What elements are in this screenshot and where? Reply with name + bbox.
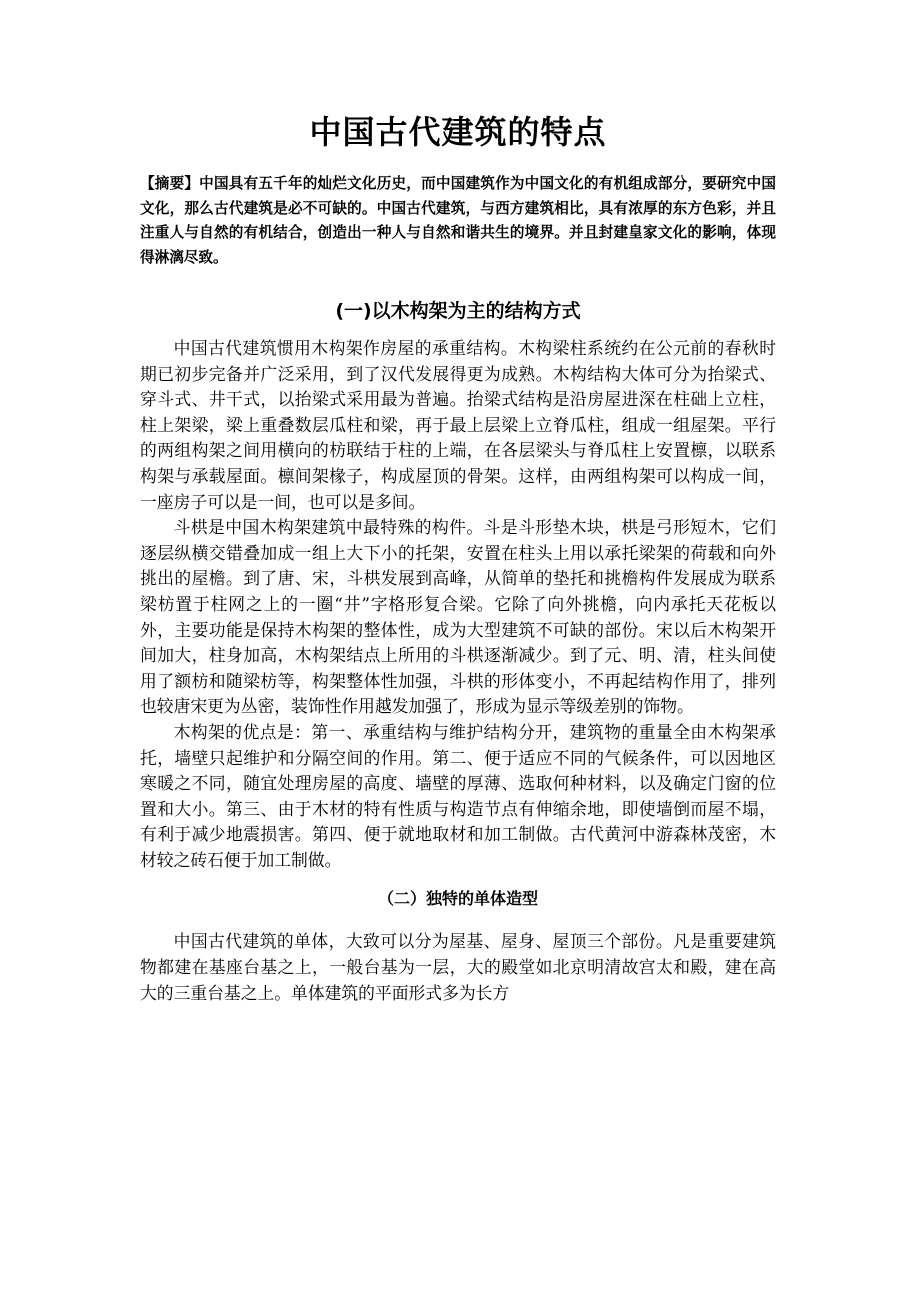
document-page <box>140 110 776 1006</box>
body-paragraph: 中国古代建筑的单体，大致可以分为屋基、屋身、屋顶三个部份。凡是重要建筑物都建在基座台基之上，一般台基为一层，大的殿堂如北京明清故宫太和殿，建在高大的三重台基之上。单体建筑的平面形式多为长方 <box>140 931 776 1003</box>
body-paragraph: 斗栱是中国木构架建筑中最特殊的构件。斗是斗形垫木块，栱是弓形短木，它们逐层纵横交错叠加成一组上大下小的托架，安置在柱头上用以承托梁架的荷载和向外挑出的屋檐。到了唐、宋，斗栱发展到高峰，从简单的垫托和挑檐构件发展成为联系梁枋置于柱网之上的一圈“井”字格形复合梁。它除了向外挑檐，向内承托天花板以外，主要功能是保持木构架的整体性，成为大型建筑不可缺的部份。宋以后木构架开间加大，柱身加高，木构架结点上所用的斗栱逐渐减少。到了元、明、清，柱头间使用了额枋和随梁枋等，构架整体性加强，斗栱的形体变小，不再起结构作用了，排列也较唐宋更为丛密，装饰性作用越发加强了，形成为显示等级差别的饰物。 <box>140 517 776 717</box>
body-paragraph: 中国古代建筑惯用木构架作房屋的承重结构。木构梁柱系统约在公元前的春秋时期已初步完备并广泛采用，到了汉代发展得更为成熟。木构结构大体可分为抬梁式、穿斗式、井干式，以抬梁式采用最为普遍。抬梁式结构是沿房屋进深在柱础上立柱，柱上架梁，梁上重叠数层瓜柱和梁，再于最上层梁上立脊瓜柱，组成一组屋架。平行的两组构架之间用横向的枋联结于柱的上端，在各层梁头与脊瓜柱上安置檩，以联系构架与承载屋面。檩间架椽子，构成屋顶的骨架。这样，由两组构架可以构成一间，一座房子可以是一间，也可以是多间。 <box>140 338 776 512</box>
body-paragraph: 木构架的优点是：第一、承重结构与维护结构分开，建筑物的重量全由木构架承托，墙壁只起维护和分隔空间的作用。第二、便于适应不同的气候条件，可以因地区寒暖之不同，随宜处理房屋的高度、墙壁的厚薄、选取何种材料，以及确定门窗的位置和大小。第三、由于木材的特有性质与构造节点有伸缩余地，即使墙倒而屋不塌，有利于减少地震损害。第四、便于就地取材和加工制做。古代黄河中游森林茂密，木材较之砖石便于加工制做。 <box>140 721 776 870</box>
document-title: 中国古代建筑的特点 <box>309 113 607 151</box>
abstract-paragraph: 【摘要】中国具有五千年的灿烂文化历史，而中国建筑作为中国文化的有机组成部分，要研究中国文化，那么古代建筑是必不可缺的。中国古代建筑，与西方建筑相比，具有浓厚的东方色彩，并且注重人与自然的有机结合，创造出一种人与自然和谐共生的境界。并且封建皇家文化的影响，体现得淋漓尽致。 <box>140 175 776 266</box>
section-heading-2: （二）独特的单体造型 <box>377 889 538 909</box>
section-heading-1: (一)以木构架为主的结构方式 <box>335 300 581 322</box>
